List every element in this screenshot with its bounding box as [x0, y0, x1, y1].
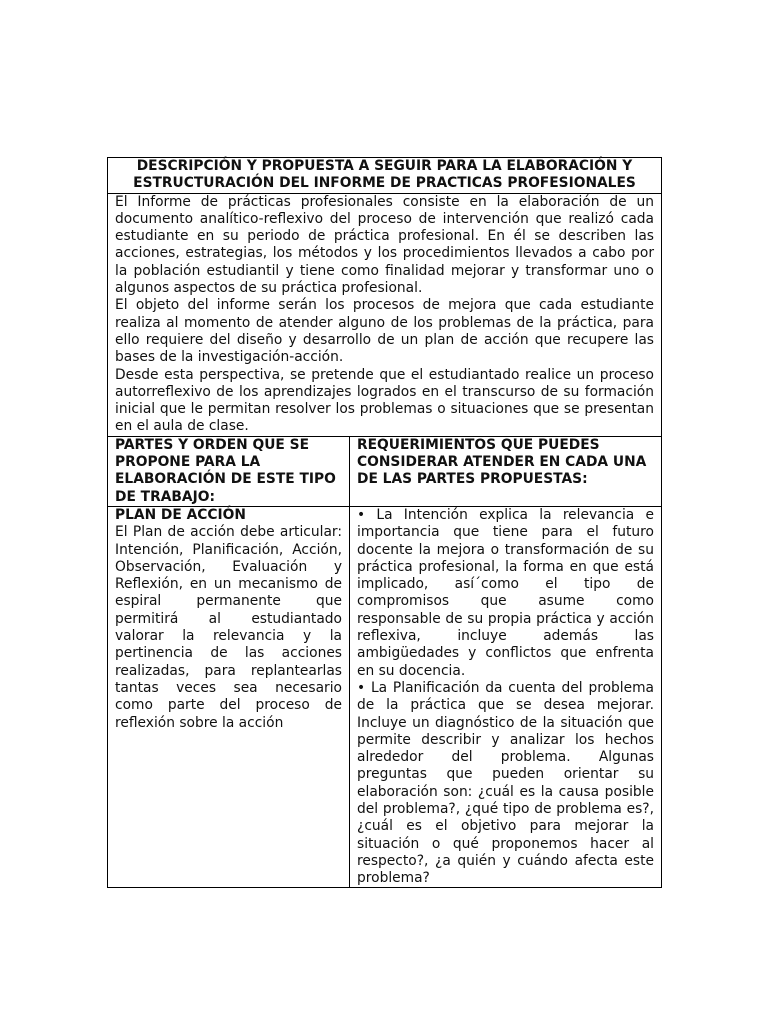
plan-cell	[108, 506, 350, 888]
intro-paragraph: El Informe de prácticas profesionales consiste en la elaboración de un documento analítico-reflexivo del proceso de intervención que realizó cada estudiante en su periodo de práctica profesional. En él se describen las acciones, estrategias, los métodos y los procedimientos llevados a cabo por la población estudiantil y tiene como finalidad mejorar y transformar uno o algunos aspectos de su práctica profesional.	[115, 193, 654, 297]
plan-title: PLAN DE ACCIÓN	[115, 506, 246, 523]
intro-paragraph: El objeto del informe serán los procesos de mejora que cada estudiante realiza al momento de atender alguno de los problemas de la práctica, para ello requiere del diseño y desarrollo de un plan de acción que recupere las bases de la investigación-acción.	[115, 297, 654, 366]
right-column-header: REQUERIMIENTOS QUE PUEDES CONSIDERAR ATENDER EN CADA UNA DE LAS PARTES PROPUESTAS:	[350, 436, 662, 506]
report-structure-table	[107, 157, 662, 888]
requirements-cell	[350, 506, 662, 888]
intro-cell	[108, 193, 662, 436]
intro-paragraph: Desde esta perspectiva, se pretende que el estudiantado realice un proceso autorreflexivo de los aprendizajes logrados en el transcurso de su formación inicial que le permitan resolver los problemas o situaciones que se presentan en el aula de clase.	[115, 366, 654, 435]
header-row	[108, 436, 662, 506]
left-column-header: PARTES Y ORDEN QUE SE PROPONE PARA LA ELABORACIÓN DE ESTE TIPO DE TRABAJO:	[108, 436, 350, 506]
plan-text: El Plan de acción debe articular: Intención, Planificación, Acción, Observación, Evaluación y Reflexión, en un mecanismo de espiral permanente que permitirá al estudiantado valorar la relevancia y la pertinencia de las acciones realizadas, para replantearlas tantas veces sea necesario como parte del proceso de reflexión sobre la acción	[115, 524, 342, 731]
title-line-1: DESCRIPCIÓN Y PROPUESTA A SEGUIR PARA LA ELABORACIÓN Y	[136, 158, 633, 174]
content-row	[108, 506, 662, 888]
table-title	[108, 158, 662, 194]
title-line-2: ESTRUCTURACIÓN DEL INFORME DE PRACTICAS PROFESIONALES	[133, 175, 636, 192]
intro-row	[108, 193, 662, 436]
title-row	[108, 158, 662, 194]
requirement-item: • La Planificación da cuenta del problema de la práctica que se desea mejorar. Incluye un diagnóstico de la situación que permite describir y analizar los hechos alrededor del problema. Algunas preguntas que pueden orientar su elaboración son: ¿cuál es la causa posible del problema?, ¿qué tipo de problema es?, ¿cuál es el objetivo para mejorar la situación o qué proponemos hacer al respecto?, ¿a quién y cuándo afecta este problema?	[357, 679, 654, 887]
requirement-item: • La Intención explica la relevancia e importancia que tiene para el futuro docente la mejora o transformación de su práctica profesional, la forma en que está implicado, así´como el tipo de compromisos que asume como responsable de su propia práctica y acción reflexiva, incluye además las ambigüedades y conflictos que enfrenta en su docencia.	[357, 506, 654, 679]
